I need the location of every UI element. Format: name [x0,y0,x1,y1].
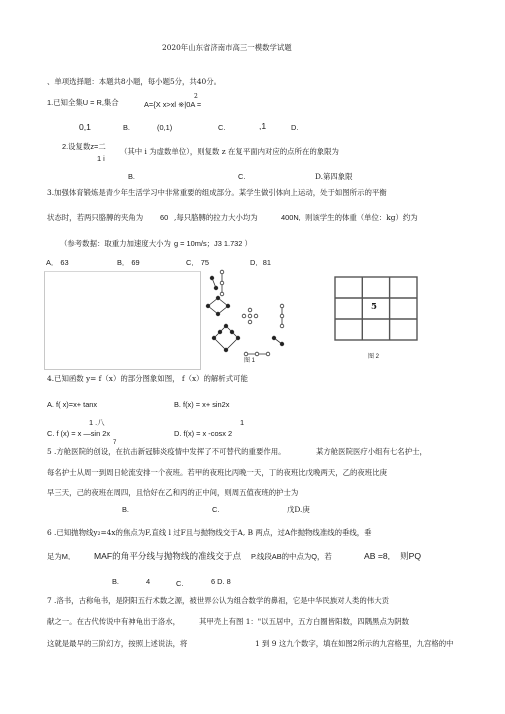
q6-option-c: C. [176,579,184,588]
q6-line-2d: AB =8, [364,551,391,561]
q1-superscript: 2 [194,93,198,100]
function-graph-image [44,271,201,370]
q3-line-2c: 则该学生的体重（单位：kg）约为 [305,213,418,222]
q5-option-d: 戊D.庚 [287,505,310,514]
q6-option-b-value: 4 [146,577,151,586]
figure-1-luoshu [204,268,300,364]
figure-2-grid [334,276,418,341]
q2-fraction-denominator: 1 i [97,154,105,163]
q4-option-a: A. f( x)=x+ tanx [47,400,98,409]
q1-stem: 1.已知全集U = R,集合 [47,98,119,107]
q1-option-c: ,1 [259,121,267,131]
q3-line-1: 3.加强体育锻炼是青少年生活学习中非常重要的组成部分。某学生做引体向上运动，处于如图所示的平衡 [47,188,387,197]
section-heading: 、单项选择题：本题共8小题，每小题5分，共40分。 [47,77,222,86]
q6-line-2c: P.线段AB的中点为Q，若 [251,552,332,561]
q4-option-d-fraction: 1 [240,418,245,427]
q3-option-c: C． 75 [186,258,210,267]
q4-option-c-fraction: 1 .八 [89,418,105,427]
q1-set: A={X x>xl ※|0A = [144,100,202,109]
q3-option-b: B． 69 [117,258,140,267]
q5-line-3: 早三天，己的夜班在周四，且恰好在乙和丙的正中间，则周五值夜班的护士为 [47,488,299,497]
q1-option-d-label: D. [291,123,299,132]
q1-option-b: (0,1) [157,123,173,132]
q3-force: 400N, [281,213,301,222]
q2-option-c: C. [238,172,246,181]
q6-line-2b: MAF的角平分线与抛物线的准线交于点 [94,551,242,561]
q2-text: （其中 i 为虚数单位），则复数 z 在复平面内对应的点所在的象限为 [120,147,339,156]
q1-option-b-label: B. [123,123,130,132]
q7-line-3b: 1 到 9 这九个数字，填在如图2所示的九宫格里，九宫格的中 [255,639,454,648]
q3-line-2a: 状态时，若两只胳膊的夹角为 [47,213,144,222]
q4-option-c-sub: 7 [113,440,117,446]
q6-line-1: 6 .已知抛物线y₂=4x的焦点为F,直线 l 过F且与抛物线交于A, B 两点，过A作抛物线准线的垂线，垂 [47,528,372,537]
figure-2-center-number: 5 [371,302,377,312]
q7-line-2b: 其甲壳上有图 1："以五居中，五方白圈皆阳数，四隅黑点为阴数 [199,617,410,626]
q3-reference: （参考数据：取重力加速度大小为 [60,239,171,248]
q3-reference-values: g = 10m/s；J3 1.732 ） [174,239,252,248]
q2-option-d: D.第四象限 [315,172,353,181]
q4-option-b: B. f(x) = x+ sin2x [174,400,230,409]
figure-2-caption: 图 2 [368,354,380,360]
q5-option-c: C. [212,505,220,514]
q4-stem: 4.已知函数 y= f（x）的部分图象如图， f（x）的解析式可能 [47,374,248,383]
q3-line-2b: ,每只胳膊的拉力大小均为 [174,213,258,222]
q7-line-2a: 献之一。在古代传说中有神龟出于洛水， [47,617,181,626]
q7-line-1: 7 .洛书，古称龟书，是阴阳五行术数之源，被世界公认为组合数学的鼻祖，它是中华民族对人类的伟大贡 [47,596,389,605]
q4-option-d: D. f(x) = x -cosx 2 [174,429,233,438]
q2-stem: 2.设复数z=二 [62,142,106,151]
q5-line-1b: 某方舱医院医疗小组有七名护士， [316,447,427,456]
q7-line-3a: 这就是最早的三阶幻方，按照上述说法，将 [47,639,188,648]
q6-option-d: 6 D. 8 [211,577,231,586]
q5-option-b: B. [122,505,129,514]
q6-line-2a: 足为M, [47,552,70,561]
q5-line-1a: 5 .方舱医院的创设，在抗击新冠肺炎疫情中发挥了不可替代的重要作用。 [47,447,286,456]
q1-option-c-label: C. [218,123,226,132]
q2-option-b: B. [128,172,135,181]
q6-option-b: B. [112,577,119,586]
q1-option-a: 0,1 [79,122,91,132]
page-title: 2020年山东省济南市高三一模数学试题 [162,43,292,52]
figure-1-caption: 图 1 [244,358,256,364]
q5-line-2: 每名护士从周一到周日轮流安排一个夜班。若甲的夜班比丙晚一天，丁的夜班比戊晚两天，乙的夜班比庚 [47,468,387,477]
q3-option-d: D．81 [250,258,271,267]
q3-angle: 60 [160,213,169,222]
q3-option-a: A． 63 [46,258,69,267]
q4-option-c: C. f (x) = x —sin 2x [47,429,111,438]
q6-line-2e: 则PQ [400,551,422,561]
